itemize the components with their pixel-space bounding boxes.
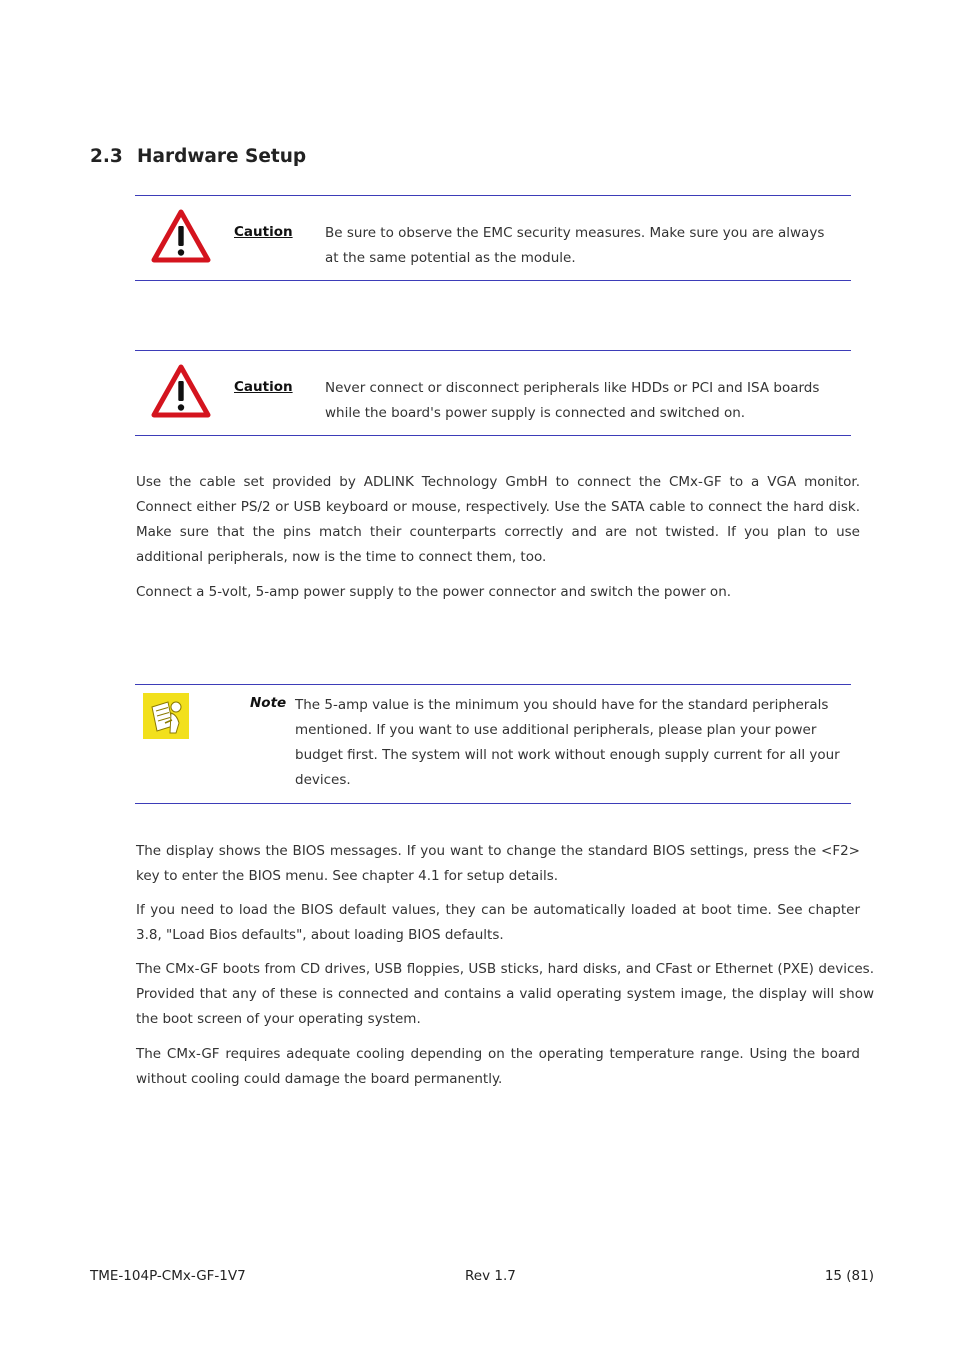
body-paragraph: The CMx-GF requires adequate cooling depending on the operating temperature range. Using the board without cooling could damage the board permanently. <box>136 1046 860 1087</box>
warning-triangle-icon <box>151 364 211 418</box>
note-label: Note <box>250 695 287 711</box>
body-paragraph: The display shows the BIOS messages. If you want to change the standard BIOS settings, press the <F2> key to enter the BIOS menu. See chapter 4.1 for setup details. <box>136 843 860 884</box>
footer-revision: Rev 1.7 <box>465 1268 516 1284</box>
caution-box-2 <box>135 350 851 436</box>
section-heading <box>90 146 306 167</box>
body-paragraph: Connect a 5-volt, 5-amp power supply to the power connector and switch the power on. <box>136 584 732 600</box>
caution-label: Caution <box>234 379 293 395</box>
caution-text: Be sure to observe the EMC security measures. Make sure you are always at the same potential as the module. <box>325 225 825 266</box>
body-paragraph: The CMx-GF boots from CD drives, USB floppies, USB sticks, hard disks, and CFast or Ethernet (PXE) devices. Provided that any of these is connected and contains a valid operating system image, the display will show the boot screen of your operating system. <box>136 961 874 1027</box>
warning-triangle-icon <box>151 209 211 263</box>
body-paragraph: If you need to load the BIOS default values, they can be automatically loaded at boot time. See chapter 3.8, "Load Bios defaults", about loading BIOS defaults. <box>136 902 860 943</box>
footer-doc-id: TME-104P-CMx-GF-1V7 <box>90 1268 246 1284</box>
caution-text: Never connect or disconnect peripherals like HDDs or PCI and ISA boards while the board's power supply is connected and switched on. <box>325 380 820 421</box>
section-number: 2.3 <box>90 146 123 167</box>
note-box <box>135 684 851 804</box>
caution-box-1 <box>135 195 851 281</box>
body-paragraph: Use the cable set provided by ADLINK Technology GmbH to connect the CMx-GF to a VGA monitor. Connect either PS/2 or USB keyboard or mouse, respectively. Use the SATA cable to connect the hard disk. Make sure that the pins match their counterparts correctly and are not twisted. If you plan to use additional peripherals, now is the time to connect them, too. <box>136 474 860 565</box>
note-text: The 5-amp value is the minimum you should have for the standard peripherals mentioned. If you want to use additional peripherals, please plan your power budget first. The system will not work without enough supply current for all your devices. <box>295 697 840 788</box>
caution-label: Caution <box>234 224 293 240</box>
section-title: Hardware Setup <box>137 146 307 167</box>
footer-page-number: 15 (81) <box>824 1268 874 1284</box>
note-pad-icon <box>143 693 189 739</box>
